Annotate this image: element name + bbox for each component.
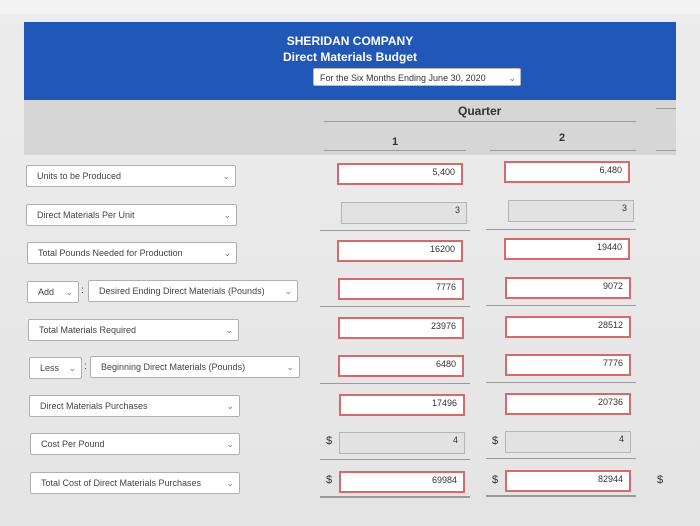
row-label: Total Cost of Direct Materials Purchases xyxy=(41,478,202,488)
budget-title: Direct Materials Budget xyxy=(282,50,418,64)
dollar-sign: $ xyxy=(492,474,499,486)
dollar-sign: $ xyxy=(326,435,333,447)
column-header-band xyxy=(24,100,676,155)
quarter-2-underline xyxy=(490,150,636,151)
row-label-select[interactable] xyxy=(27,242,237,264)
row-label-select[interactable] xyxy=(26,204,237,226)
period-value: For the Six Months Ending June 30, 2020 xyxy=(320,73,486,83)
dollar-sign: $ xyxy=(657,474,664,486)
q2-amount-field[interactable]: 82944 xyxy=(505,470,631,492)
prefix-label: Add xyxy=(38,287,55,297)
chevron-down-icon: ⌄ xyxy=(284,286,292,296)
row-divider xyxy=(486,458,636,459)
row-divider xyxy=(320,230,470,231)
row-divider xyxy=(320,383,470,384)
quarter-2-label: 2 xyxy=(559,132,566,144)
row-label-select[interactable] xyxy=(30,472,240,494)
row-label: Total Materials Required xyxy=(39,325,137,335)
colon-separator: : xyxy=(81,285,84,296)
chevron-down-icon: ⌄ xyxy=(286,362,294,372)
q2-amount-field[interactable]: 20736 xyxy=(505,393,631,415)
top-bar xyxy=(0,0,700,14)
row-divider xyxy=(486,382,636,383)
quarter-underline xyxy=(324,121,636,122)
row-label-select[interactable] xyxy=(26,165,236,187)
add-less-select[interactable] xyxy=(27,281,79,303)
q1-amount-field[interactable]: 6480 xyxy=(338,355,464,377)
q2-amount-field[interactable]: 28512 xyxy=(505,316,631,338)
row-label-select[interactable] xyxy=(88,280,298,302)
chevron-down-icon: ⌄ xyxy=(508,73,516,83)
row-divider xyxy=(486,229,636,230)
q2-amount-field[interactable]: 7776 xyxy=(505,354,631,376)
row-label: Direct Materials Purchases xyxy=(40,401,148,411)
q2-amount-field[interactable]: 3 xyxy=(508,200,634,222)
q1-amount-field[interactable]: 5,400 xyxy=(337,163,463,185)
chevron-down-icon: ⌄ xyxy=(226,401,234,411)
quarter-1-underline xyxy=(324,150,466,151)
q1-amount-field[interactable]: 17496 xyxy=(339,394,465,416)
q1-amount-field[interactable]: 23976 xyxy=(338,317,464,339)
chevron-down-icon: ⌄ xyxy=(65,287,73,297)
quarter-1-label: 1 xyxy=(392,136,399,148)
total-double-underline xyxy=(486,495,636,497)
total-underline xyxy=(656,150,676,151)
q1-amount-field[interactable]: 7776 xyxy=(338,278,464,300)
chevron-down-icon: ⌄ xyxy=(226,439,234,449)
q1-amount-field[interactable]: 3 xyxy=(341,202,467,224)
chevron-down-icon: ⌄ xyxy=(68,363,76,373)
q1-amount-field[interactable]: 16200 xyxy=(337,240,463,262)
row-label: Total Pounds Needed for Production xyxy=(38,248,183,258)
chevron-down-icon: ⌄ xyxy=(223,248,231,258)
q1-amount-field[interactable]: 4 xyxy=(339,432,465,454)
row-label: Beginning Direct Materials (Pounds) xyxy=(101,362,246,372)
budget-header xyxy=(24,22,676,100)
row-label-select[interactable] xyxy=(28,319,239,341)
chevron-down-icon: ⌄ xyxy=(223,210,231,220)
row-divider xyxy=(320,459,470,460)
row-label-select[interactable] xyxy=(29,395,240,417)
row-label-select[interactable] xyxy=(90,356,300,378)
q2-amount-field[interactable]: 9072 xyxy=(505,277,631,299)
prefix-label: Less xyxy=(40,363,60,373)
q1-amount-field[interactable]: 69984 xyxy=(339,471,465,493)
row-label: Direct Materials Per Unit xyxy=(37,210,135,220)
total-double-underline xyxy=(320,496,470,498)
row-label: Desired Ending Direct Materials (Pounds) xyxy=(99,286,265,296)
q2-amount-field[interactable]: 6,480 xyxy=(504,161,630,183)
dollar-sign: $ xyxy=(326,474,333,486)
chevron-down-icon: ⌄ xyxy=(226,478,234,488)
row-divider xyxy=(320,306,470,307)
row-label-select[interactable] xyxy=(30,433,240,455)
chevron-down-icon: ⌄ xyxy=(225,325,233,335)
chevron-down-icon: ⌄ xyxy=(222,171,230,181)
header-divider xyxy=(656,108,676,109)
period-select[interactable] xyxy=(313,68,521,86)
add-less-select[interactable] xyxy=(29,357,82,379)
quarter-heading: Quarter xyxy=(458,104,502,118)
row-label: Cost Per Pound xyxy=(41,439,105,449)
q2-amount-field[interactable]: 19440 xyxy=(504,238,630,260)
row-label: Units to be Produced xyxy=(37,171,122,181)
row-divider xyxy=(486,305,636,306)
colon-separator: : xyxy=(84,361,87,372)
dollar-sign: $ xyxy=(492,435,499,447)
q2-amount-field[interactable]: 4 xyxy=(505,431,631,453)
company-name: SHERIDAN COMPANY xyxy=(286,34,414,48)
